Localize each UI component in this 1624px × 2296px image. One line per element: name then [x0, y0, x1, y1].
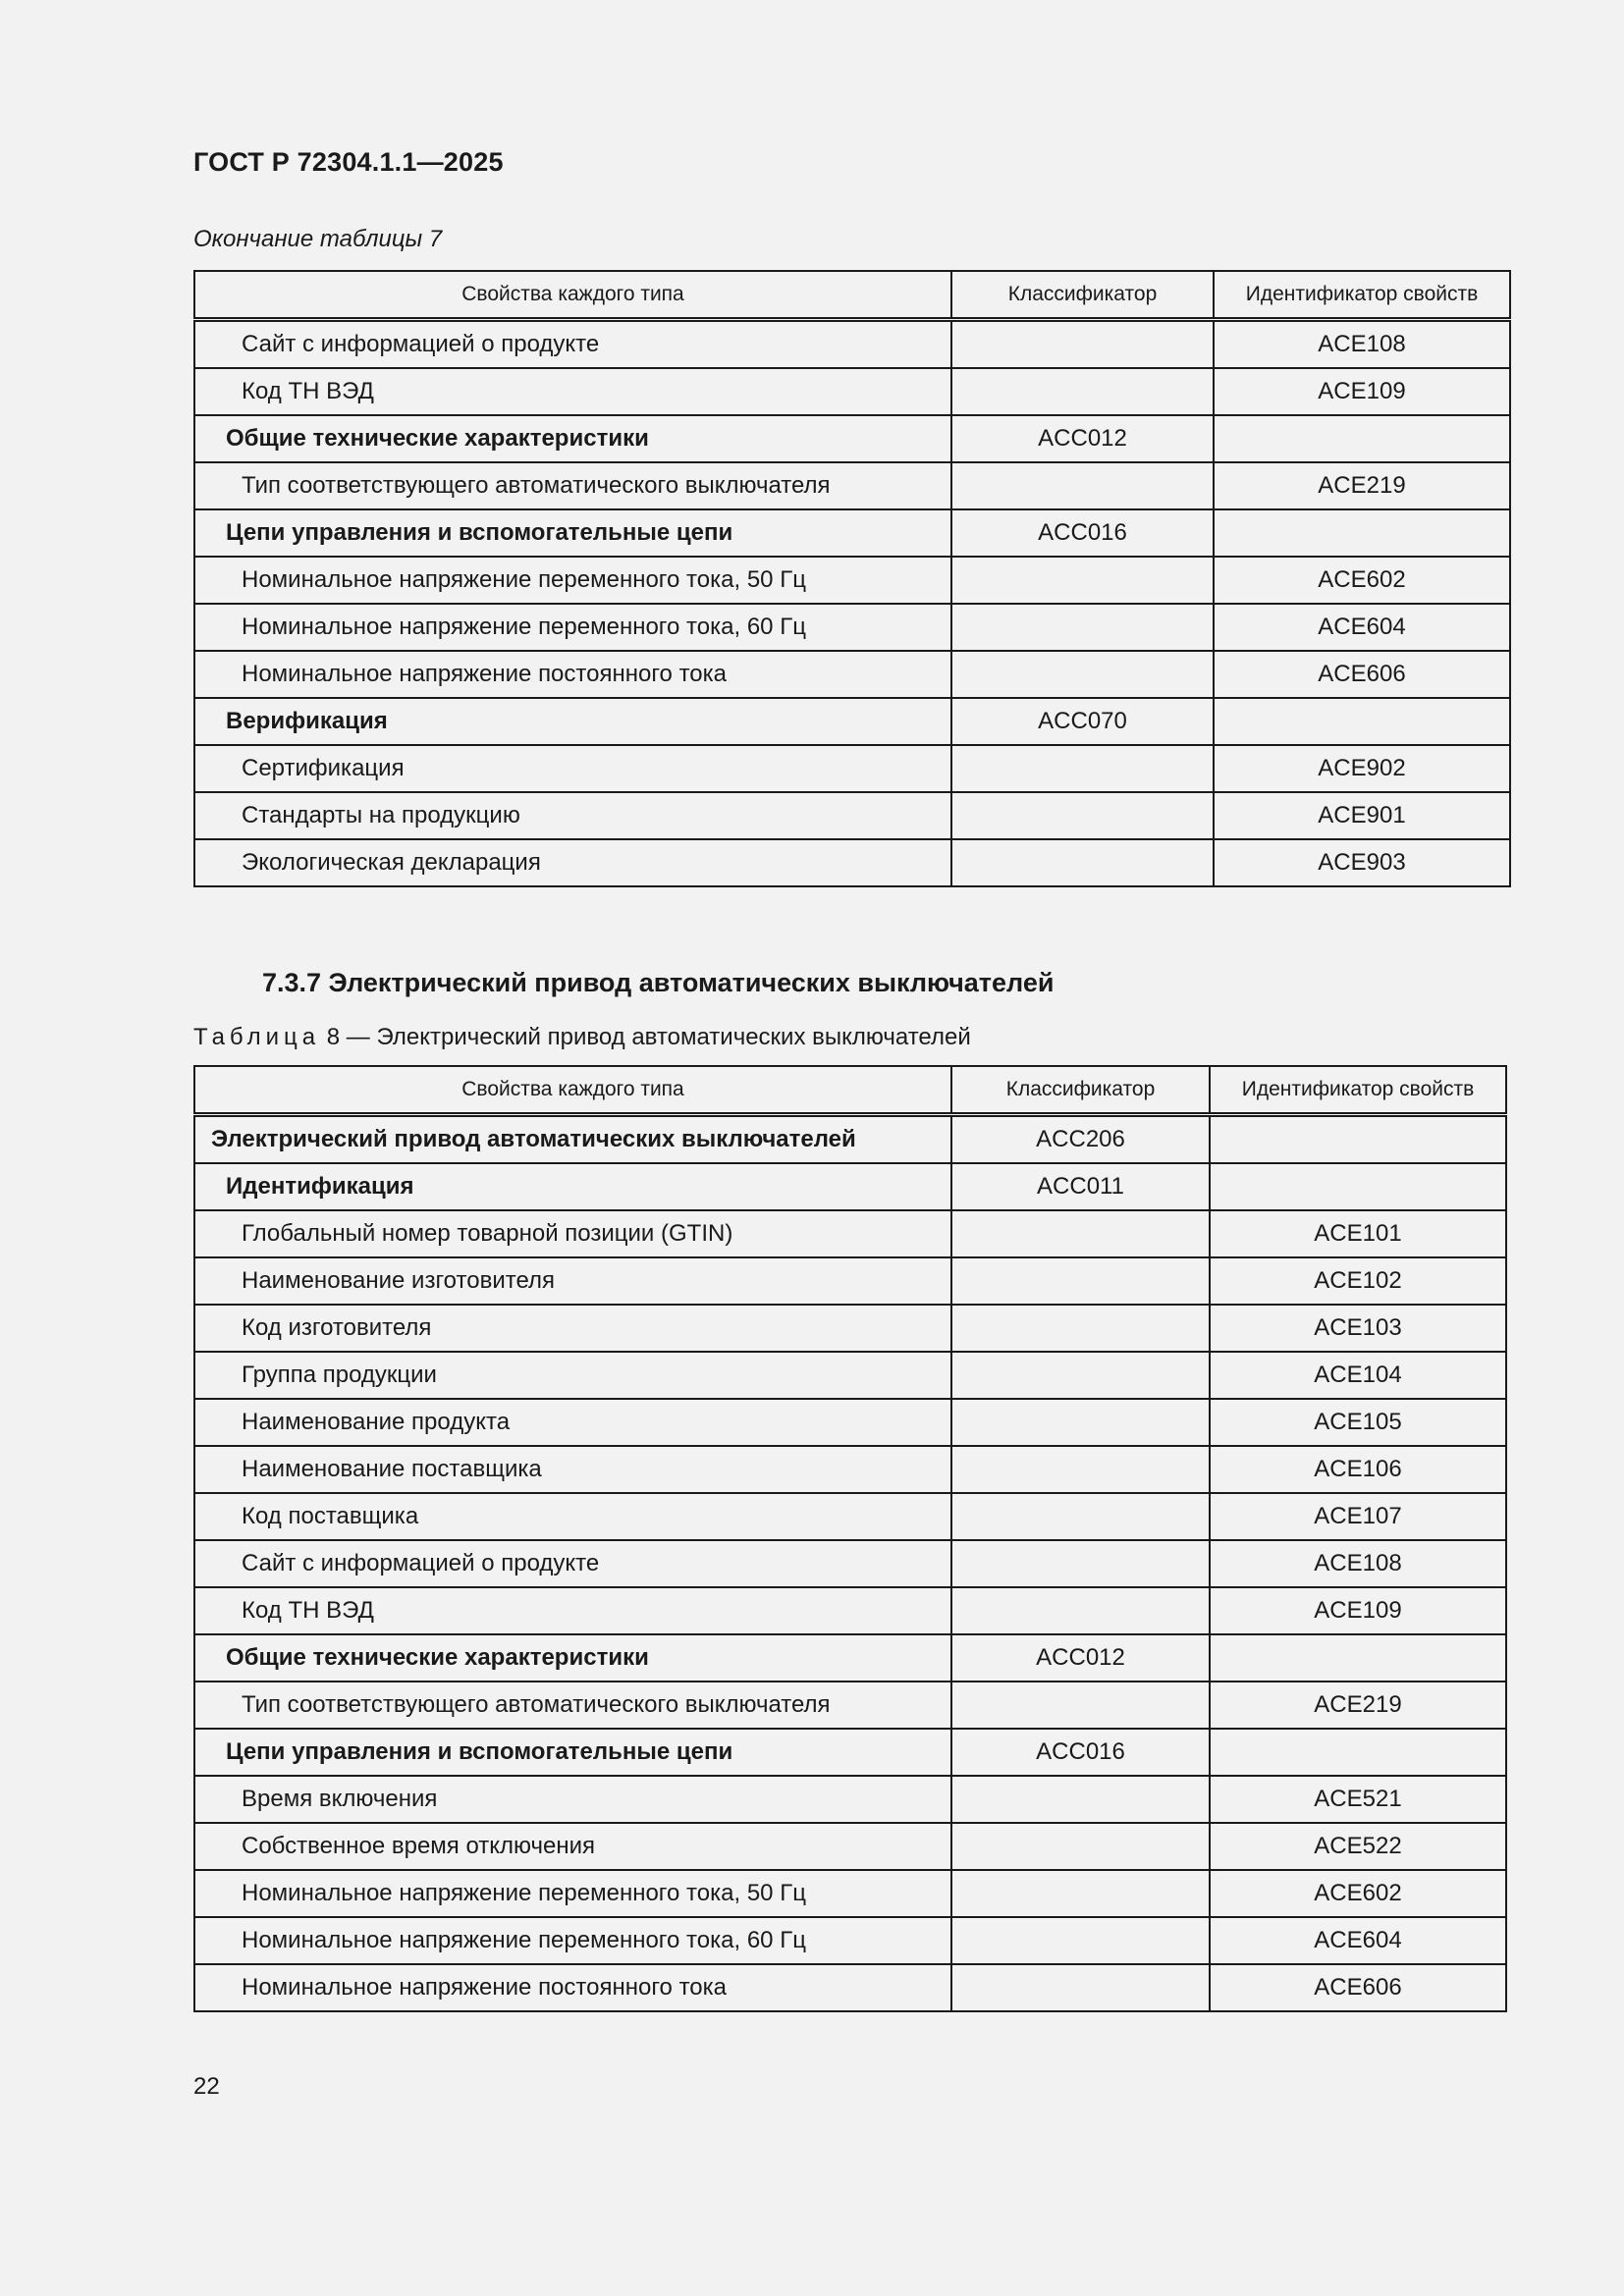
identifier-cell: ACE106 — [1210, 1446, 1506, 1493]
column-header-classifier: Классификатор — [951, 1066, 1210, 1115]
table-row — [194, 651, 1510, 698]
property-cell: Номинальное напряжение переменного тока, 60 Гц — [194, 1917, 951, 1964]
table-8 — [193, 1065, 1507, 2012]
table-row — [194, 698, 1510, 745]
property-cell: Номинальное напряжение переменного тока, 60 Гц — [194, 604, 951, 651]
property-cell: Номинальное напряжение переменного тока, 50 Гц — [194, 1870, 951, 1917]
identifier-cell: ACE104 — [1210, 1352, 1506, 1399]
property-cell: Номинальное напряжение постоянного тока — [194, 1964, 951, 2011]
table-row — [194, 1682, 1506, 1729]
classifier-cell — [951, 1493, 1210, 1540]
classifier-cell — [951, 1257, 1210, 1305]
classifier-cell — [951, 1446, 1210, 1493]
identifier-cell: ACE108 — [1214, 320, 1510, 369]
identifier-cell — [1214, 415, 1510, 462]
identifier-cell — [1214, 698, 1510, 745]
identifier-cell — [1210, 1163, 1506, 1210]
property-cell: Экологическая декларация — [194, 839, 951, 886]
table-row — [194, 1305, 1506, 1352]
identifier-cell: ACE109 — [1214, 368, 1510, 415]
classifier-cell — [951, 1917, 1210, 1964]
classifier-cell: ACC016 — [951, 509, 1214, 557]
property-cell: Стандарты на продукцию — [194, 792, 951, 839]
table-row — [194, 1446, 1506, 1493]
property-cell: Номинальное напряжение постоянного тока — [194, 651, 951, 698]
table-row — [194, 320, 1510, 369]
classifier-cell — [951, 462, 1214, 509]
identifier-cell: ACE101 — [1210, 1210, 1506, 1257]
identifier-cell: ACE522 — [1210, 1823, 1506, 1870]
classifier-cell — [951, 557, 1214, 604]
table-row — [194, 604, 1510, 651]
property-cell: Номинальное напряжение переменного тока, 50 Гц — [194, 557, 951, 604]
classifier-cell — [951, 1210, 1210, 1257]
identifier-cell — [1210, 1634, 1506, 1682]
table-row — [194, 557, 1510, 604]
property-cell: Сайт с информацией о продукте — [194, 320, 951, 369]
property-cell: Электрический привод автоматических выключателей — [194, 1115, 951, 1164]
property-cell: Код ТН ВЭД — [194, 368, 951, 415]
table-row — [194, 1776, 1506, 1823]
page-number: 22 — [193, 2073, 220, 2100]
identifier-cell: ACE107 — [1210, 1493, 1506, 1540]
property-cell: Цепи управления и вспомогательные цепи — [194, 509, 951, 557]
property-cell: Тип соответствующего автоматического выключателя — [194, 462, 951, 509]
classifier-cell — [951, 1682, 1210, 1729]
table-row — [194, 1399, 1506, 1446]
classifier-cell — [951, 745, 1214, 792]
column-header-identifier: Идентификатор свойств — [1210, 1066, 1506, 1115]
table-7-body — [194, 320, 1510, 887]
column-header-properties: Свойства каждого типа — [194, 271, 951, 320]
property-cell: Наименование изготовителя — [194, 1257, 951, 1305]
section-heading: 7.3.7 Электрический привод автоматических выключателей — [262, 968, 1055, 997]
classifier-cell: ACC070 — [951, 698, 1214, 745]
column-header-identifier: Идентификатор свойств — [1214, 271, 1510, 320]
property-cell: Код поставщика — [194, 1493, 951, 1540]
identifier-cell: ACE103 — [1210, 1305, 1506, 1352]
table-row — [194, 745, 1510, 792]
classifier-cell — [951, 839, 1214, 886]
identifier-cell: ACE602 — [1210, 1870, 1506, 1917]
table-header-row — [194, 1066, 1506, 1115]
identifier-cell: ACE606 — [1214, 651, 1510, 698]
table-row — [194, 1917, 1506, 1964]
classifier-cell: ACC206 — [951, 1115, 1210, 1164]
table-row — [194, 1352, 1506, 1399]
classifier-cell — [951, 320, 1214, 369]
classifier-cell — [951, 651, 1214, 698]
identifier-cell — [1210, 1729, 1506, 1776]
table-7 — [193, 270, 1511, 887]
table-header-row — [194, 271, 1510, 320]
property-cell: Общие технические характеристики — [194, 415, 951, 462]
classifier-cell: ACC012 — [951, 415, 1214, 462]
identifier-cell: ACE219 — [1210, 1682, 1506, 1729]
classifier-cell — [951, 1964, 1210, 2011]
classifier-cell: ACC011 — [951, 1163, 1210, 1210]
classifier-cell — [951, 1540, 1210, 1587]
table-caption-label: Таблица — [193, 1024, 321, 1050]
identifier-cell: ACE219 — [1214, 462, 1510, 509]
classifier-cell — [951, 1352, 1210, 1399]
classifier-cell — [951, 792, 1214, 839]
table-row — [194, 839, 1510, 886]
classifier-cell — [951, 1587, 1210, 1634]
table-row — [194, 1163, 1506, 1210]
identifier-cell: ACE521 — [1210, 1776, 1506, 1823]
table-caption-title: 8 — Электрический привод автоматических выключателей — [320, 1024, 971, 1050]
table-7-continuation-caption: Окончание таблицы 7 — [193, 226, 443, 252]
table-row — [194, 1210, 1506, 1257]
table-row — [194, 1729, 1506, 1776]
classifier-cell — [951, 1776, 1210, 1823]
table-row — [194, 1823, 1506, 1870]
table-row — [194, 1964, 1506, 2011]
property-cell: Код изготовителя — [194, 1305, 951, 1352]
property-cell: Наименование продукта — [194, 1399, 951, 1446]
table-row — [194, 1587, 1506, 1634]
property-cell: Код ТН ВЭД — [194, 1587, 951, 1634]
classifier-cell: ACC016 — [951, 1729, 1210, 1776]
classifier-cell — [951, 604, 1214, 651]
column-header-properties: Свойства каждого типа — [194, 1066, 951, 1115]
identifier-cell: ACE602 — [1214, 557, 1510, 604]
identifier-cell — [1210, 1115, 1506, 1164]
table-row — [194, 1493, 1506, 1540]
table-row — [194, 1115, 1506, 1164]
identifier-cell: ACE108 — [1210, 1540, 1506, 1587]
table-row — [194, 1257, 1506, 1305]
identifier-cell: ACE606 — [1210, 1964, 1506, 2011]
classifier-cell — [951, 1399, 1210, 1446]
property-cell: Собственное время отключения — [194, 1823, 951, 1870]
identifier-cell: ACE902 — [1214, 745, 1510, 792]
property-cell: Тип соответствующего автоматического выключателя — [194, 1682, 951, 1729]
identifier-cell — [1214, 509, 1510, 557]
classifier-cell — [951, 1870, 1210, 1917]
table-row — [194, 1540, 1506, 1587]
identifier-cell: ACE102 — [1210, 1257, 1506, 1305]
property-cell: Наименование поставщика — [194, 1446, 951, 1493]
table-8-caption — [193, 1024, 971, 1051]
classifier-cell — [951, 1823, 1210, 1870]
identifier-cell: ACE604 — [1210, 1917, 1506, 1964]
property-cell: Цепи управления и вспомогательные цепи — [194, 1729, 951, 1776]
property-cell: Идентификация — [194, 1163, 951, 1210]
identifier-cell: ACE105 — [1210, 1399, 1506, 1446]
property-cell: Группа продукции — [194, 1352, 951, 1399]
property-cell: Глобальный номер товарной позиции (GTIN) — [194, 1210, 951, 1257]
property-cell: Сертификация — [194, 745, 951, 792]
identifier-cell: ACE109 — [1210, 1587, 1506, 1634]
classifier-cell — [951, 368, 1214, 415]
property-cell: Сайт с информацией о продукте — [194, 1540, 951, 1587]
table-8-body — [194, 1115, 1506, 2012]
classifier-cell — [951, 1305, 1210, 1352]
table-row — [194, 1870, 1506, 1917]
table-row — [194, 509, 1510, 557]
table-row — [194, 792, 1510, 839]
table-row — [194, 415, 1510, 462]
property-cell: Общие технические характеристики — [194, 1634, 951, 1682]
identifier-cell: ACE604 — [1214, 604, 1510, 651]
identifier-cell: ACE903 — [1214, 839, 1510, 886]
table-row — [194, 1634, 1506, 1682]
identifier-cell: ACE901 — [1214, 792, 1510, 839]
table-row — [194, 462, 1510, 509]
property-cell: Верификация — [194, 698, 951, 745]
document-header: ГОСТ Р 72304.1.1—2025 — [193, 147, 504, 177]
table-row — [194, 368, 1510, 415]
classifier-cell: ACC012 — [951, 1634, 1210, 1682]
property-cell: Время включения — [194, 1776, 951, 1823]
column-header-classifier: Классификатор — [951, 271, 1214, 320]
